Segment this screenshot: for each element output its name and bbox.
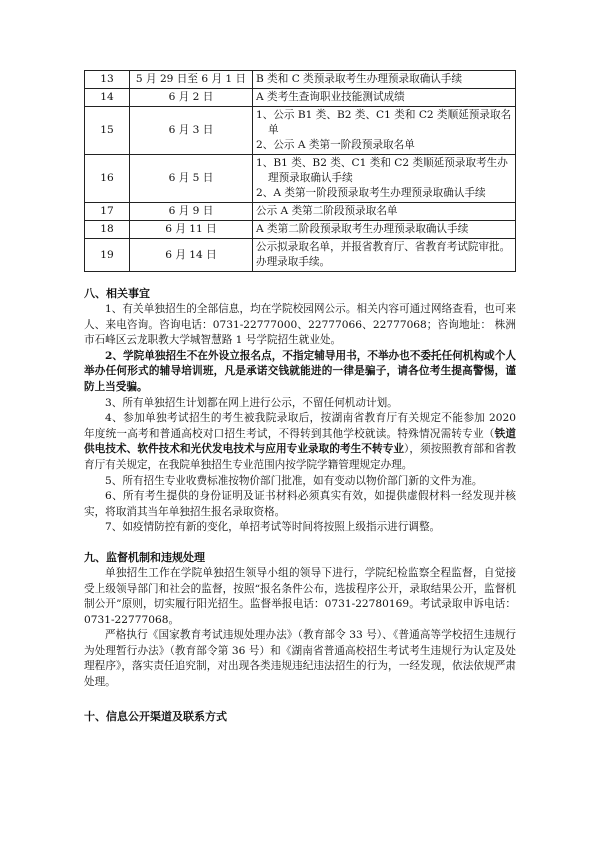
section-8-item-4-part-b: ），须按照教育部和省教育厅有关规定，在我院单独招生专业范围内按学院学籍管理规定办理。 <box>84 443 516 471</box>
section-8-item-7: 7、如疫情防控有新的变化，单招考试等时间将按照上级指示进行调整。 <box>105 521 441 534</box>
section-9-title: 九、监督机制和违规处理 <box>84 550 205 564</box>
section-8-item-2 <box>84 349 516 396</box>
section-10-title: 十、信息公开渠道及联系方式 <box>84 709 227 723</box>
schedule-number: 16 <box>85 155 130 203</box>
schedule-row <box>85 107 516 155</box>
section-8-item-4 <box>84 411 516 473</box>
schedule-description-line: 1、B1 类、B2 类、C1 类和 C2 类顺延预录取考生办理预录取确认手续 <box>256 157 508 184</box>
schedule-date: 6 月 14 日 <box>130 239 253 272</box>
schedule-description <box>253 71 516 89</box>
schedule-description <box>253 89 516 107</box>
schedule-row <box>85 239 516 272</box>
section-8-item-5: 5、所有招生专业收费标准按物价部门批准，如有变动以物价部门新的文件为准。 <box>105 474 483 487</box>
schedule-table <box>84 70 516 272</box>
schedule-description <box>253 107 516 155</box>
schedule-number: 14 <box>85 89 130 107</box>
schedule-description-line: B 类和 C 类预录取考生办理预录取确认手续 <box>256 73 463 85</box>
section-8-item-6: 6、所有考生提供的身份证明及证书材料必须真实有效，如提供虚假材料一经发现并核实，将取消其当年单独招生报名录取资格。 <box>84 490 516 518</box>
schedule-date: 5 月 29 日至 6 月 1 日 <box>130 71 253 89</box>
schedule-row <box>85 155 516 203</box>
schedule-description-line: A 类第二阶段预录取考生办理预录取确认手续 <box>256 223 469 235</box>
schedule-description-line: 公示拟录取名单，并报省教育厅、省教育考试院审批。办理录取手续。 <box>256 241 511 268</box>
schedule-date: 6 月 3 日 <box>130 107 253 155</box>
schedule-description-line: 公示 A 类第二阶段预录取名单 <box>256 205 398 217</box>
schedule-description-line: 1、公示 B1 类、B2 类、C1 类和 C2 类顺延预录取名单 <box>256 109 512 136</box>
schedule-number: 13 <box>85 71 130 89</box>
schedule-description <box>253 155 516 203</box>
schedule-number: 15 <box>85 107 130 155</box>
schedule-description <box>253 221 516 239</box>
schedule-date: 6 月 5 日 <box>130 155 253 203</box>
schedule-description <box>253 203 516 221</box>
schedule-row <box>85 71 516 89</box>
schedule-row <box>85 89 516 107</box>
schedule-row <box>85 203 516 221</box>
section-8-item-1: 1、有关单独招生的全部信息，均在学院校园网公示。相关内容可通过网络查看，也可来人、来电咨询。咨询电话：0731-22777000、22777066、22777068；咨询地址： 株洲市石峰区云龙职教大学城智慧路 1 号学院招生就业处。 <box>84 303 516 347</box>
section-8-item-2-bold: 2、学院单独招生不在外设立报名点，不指定辅导用书，不举办也不委托任何机构或个人举办任何形式的辅导培训班，凡是承诺交钱就能进的一律是骗子，请各位考生提高警惕，谨防上当受骗。 <box>84 349 516 393</box>
schedule-number: 19 <box>85 239 130 272</box>
schedule-number: 17 <box>85 203 130 221</box>
section-8-item-3: 3、所有单独招生计划都在网上进行公示，不留任何机动计划。 <box>105 396 398 409</box>
schedule-number: 18 <box>85 221 130 239</box>
schedule-date: 6 月 11 日 <box>130 221 253 239</box>
section-9-para-1: 单独招生工作在学院单独招生领导小组的领导下进行，学院纪检监察全程监督，自觉接受上级领导部门和社会的监督，按照“报名条件公布，选拔程序公开，录取结果公开，监督机制公开”原则，切实履行阳光招生。监督举报电话：0731-22780169。考试录取申诉电话：0731-22777068。 <box>84 566 516 626</box>
section-8-item-4-part-a: 4、参加单独考试招生的考生被我院录取后，按湖南省教育厅有关规定不能参加 2020 年度统一高考和普通高校对口招生考试，不得转到其他学校就读。特殊情况需转专业（ <box>84 412 516 440</box>
schedule-date: 6 月 9 日 <box>130 203 253 221</box>
schedule-date: 6 月 2 日 <box>130 89 253 107</box>
section-9-para-2: 严格执行《国家教育考试违规处理办法》（教育部令 33 号）、《普通高等学校招生违规行为处理暂行办法》（教育部令第 36 号）和《湖南省普通高校招生考试考生违规行为认定及处理程序》，落实责任追究制，对出现各类违规违纪违法招生的行为，一经发现，依法依规严肃处理。 <box>84 629 516 689</box>
section-8-title: 八、相关事宜 <box>84 287 150 300</box>
schedule-description <box>253 239 516 272</box>
schedule-description-line: A 类考生查询职业技能测试成绩 <box>256 91 405 103</box>
schedule-description-line: 2、A 类第一阶段预录取考生办理预录取确认手续 <box>256 187 486 199</box>
section-8-item-4-bold: 铁道供电技术、软件技术和光伏发电技术与应用专业录取的考生不转专业 <box>84 427 517 456</box>
schedule-row <box>85 221 516 239</box>
schedule-description-line: 2、公示 A 类第一阶段预录取名单 <box>256 139 415 151</box>
document-page <box>84 70 516 725</box>
